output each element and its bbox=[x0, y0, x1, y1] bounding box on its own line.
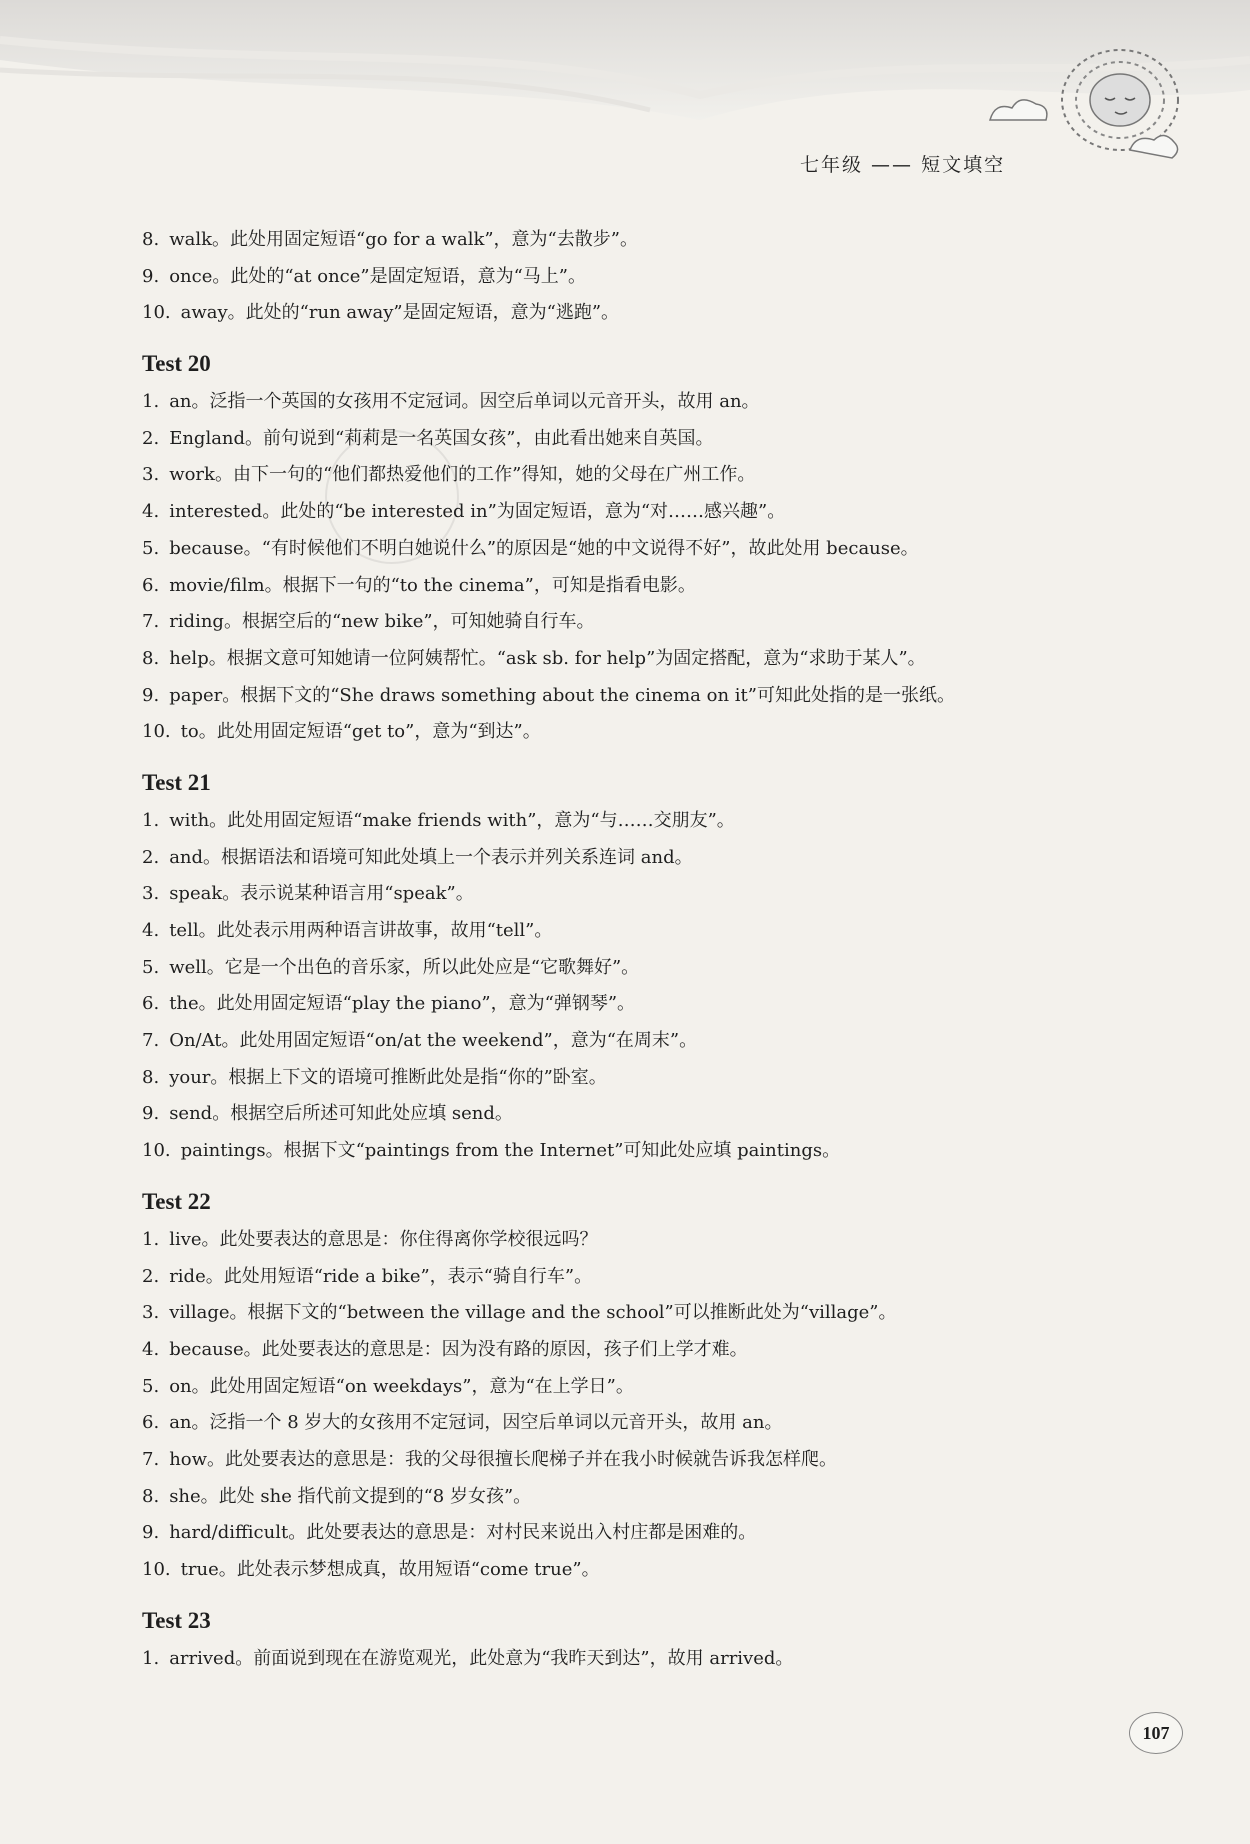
answer-line: 5. well。它是一个出色的音乐家，所以此处应是“它歌舞好”。 bbox=[142, 956, 640, 978]
answer-line: 10. away。此处的“run away”是固定短语，意为“逃跑”。 bbox=[142, 302, 620, 324]
answer-line: 8. help。根据文意可知她请一位阿姨帮忙。“ask sb. for help”为固定搭配，意为“求助于某人”。 bbox=[142, 647, 926, 669]
answer-line: 6. the。此处用固定短语“play the piano”，意为“弹钢琴”。 bbox=[142, 993, 636, 1015]
answer-line: 4. because。此处要表达的意思是：因为没有路的原因，孩子们上学才难。 bbox=[142, 1338, 748, 1360]
answer-line: 6. movie/film。根据下一句的“to the cinema”，可知是指看电影。 bbox=[142, 574, 696, 596]
answer-line: 4. tell。此处表示用两种语言讲故事，故用“tell”。 bbox=[142, 920, 553, 941]
section-title: Test 21 bbox=[142, 769, 211, 795]
section-test-20 bbox=[142, 348, 1122, 751]
answer-line: 2. and。根据语法和语境可知此处填上一个表示并列关系连词 and。 bbox=[142, 846, 693, 868]
section-title: Test 23 bbox=[142, 1607, 211, 1633]
section-title: Test 22 bbox=[142, 1188, 211, 1214]
page-number: 107 bbox=[1129, 1712, 1183, 1754]
answer-line: 3. work。由下一句的“他们都热爱他们的工作”得知，她的父母在广州工作。 bbox=[142, 464, 756, 486]
answer-line: 10. paintings。根据下文“paintings from the Internet”可知此处应填 paintings。 bbox=[142, 1140, 841, 1162]
answer-line: 10. true。此处表示梦想成真，故用短语“come true”。 bbox=[142, 1559, 600, 1580]
section-title: Test 20 bbox=[142, 351, 211, 377]
answer-line: 9. send。根据空后所述可知此处应填 send。 bbox=[142, 1103, 513, 1125]
answer-line: 9. hard/difficult。此处要表达的意思是：对村民来说出入村庄都是困难的。 bbox=[142, 1522, 757, 1544]
section-test-21 bbox=[142, 767, 1122, 1170]
answer-line: 10. to。此处用固定短语“get to”，意为“到达”。 bbox=[142, 721, 541, 743]
answer-line: 2. ride。此处用短语“ride a bike”，表示“骑自行车”。 bbox=[142, 1265, 593, 1287]
answer-line: 7. On/At。此处用固定短语“on/at the weekend”，意为“在周末”。 bbox=[142, 1030, 698, 1052]
answer-line: 9. once。此处的“at once”是固定短语，意为“马上”。 bbox=[142, 265, 587, 287]
answer-line: 1. arrived。前面说到现在在游览观光，此处意为“我昨天到达”，故用 arrived。 bbox=[142, 1647, 794, 1669]
answer-line: 7. how。此处要表达的意思是：我的父母很擅长爬梯子并在我小时候就告诉我怎样爬。 bbox=[142, 1448, 838, 1470]
answer-line: 5. because。“有时候他们不明白她说什么”的原因是“她的中文说得不好”，故此处用 because。 bbox=[142, 537, 919, 559]
sun-cloud-icon bbox=[980, 30, 1180, 180]
answer-line: 2. England。前句说到“莉莉是一名英国女孩”，由此看出她来自英国。 bbox=[142, 427, 714, 449]
answer-line: 1. live。此处要表达的意思是：你住得离你学校很远吗？ bbox=[142, 1228, 598, 1250]
answer-line: 8. she。此处 she 指代前文提到的“8 岁女孩”。 bbox=[142, 1485, 532, 1507]
answer-line: 3. speak。表示说某种语言用“speak”。 bbox=[142, 883, 474, 905]
section-test-23 bbox=[142, 1605, 1122, 1678]
answer-line: 7. riding。根据空后的“new bike”，可知她骑自行车。 bbox=[142, 611, 595, 633]
answer-line: 3. village。根据下文的“between the village and the school”可以推断此处为“village”。 bbox=[142, 1302, 897, 1324]
answer-line: 1. with。此处用固定短语“make friends with”，意为“与……交朋友”。 bbox=[142, 809, 735, 831]
answer-line: 1. an。泛指一个英国的女孩用不定冠词。因空后单词以元音开头，故用 an。 bbox=[142, 391, 760, 413]
header-label: 七年级 —— 短文填空 bbox=[800, 154, 1006, 176]
answer-line: 8. your。根据上下文的语境可推断此处是指“你的”卧室。 bbox=[142, 1066, 607, 1088]
answer-line: 9. paper。根据下文的“She draws something about the cinema on it”可知此处指的是一张纸。 bbox=[142, 684, 955, 706]
section-test-22 bbox=[142, 1186, 1122, 1589]
answer-line: 8. walk。此处用固定短语“go for a walk”，意为“去散步”。 bbox=[142, 229, 638, 250]
answer-line: 5. on。此处用固定短语“on weekdays”，意为“在上学日”。 bbox=[142, 1375, 634, 1397]
answer-content bbox=[142, 222, 1122, 1677]
continued-answers bbox=[142, 222, 1122, 332]
answer-line: 6. an。泛指一个 8 岁大的女孩用不定冠词，因空后单词以元音开头，故用 an。 bbox=[142, 1412, 783, 1434]
answer-line: 4. interested。此处的“be interested in”为固定短语，意为“对……感兴趣”。 bbox=[142, 501, 786, 523]
